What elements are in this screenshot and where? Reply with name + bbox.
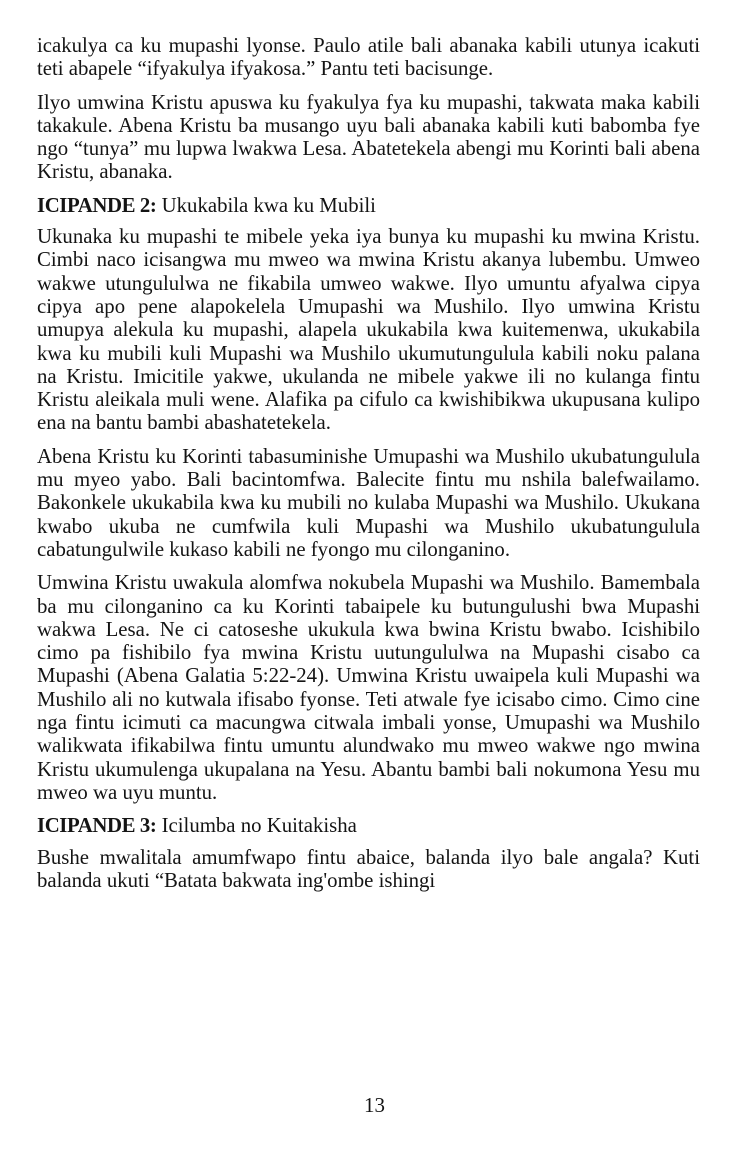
section-heading	[37, 814, 700, 837]
section-label: ICIPANDE 2:	[37, 193, 157, 217]
paragraph: Ilyo umwina Kristu apuswa ku fyakulya fya ku mupashi, takwata maka kabili takakule. Abena Kristu ba musango uyu bali abanaka kabili kuti babomba fye ngo “tunya” mu lupwa lwakwa Lesa. Abatetekela abengi mu Korinti bali abena Kristu, abanaka.	[37, 90, 700, 184]
section-heading	[37, 194, 700, 217]
section-title: Icilumba no Kuitakisha	[161, 814, 357, 838]
paragraph: Umwina Kristu uwakula alomfwa nokubela Mupashi wa Mushilo. Bamembala ba mu cilonganino ca ku Korinti tabaipele ku butungulushi bwa Mupashi wakwa Lesa. Ne ci catoseshe ukukula kwa bwina Kristu bwabo. Icishibilo cimo pa fishibilo fya mwina Kristu uutungululwa na Mupashi cisabo ca Mupashi (Abena Galatia 5:22-24). Umwina Kristu uwaipela kuli Mupashi wa Mushilo ali no kutwala ifisabo fyonse. Teti atwale fye icisabo cimo. Cimo cine nga fintu icimuti ca macungwa citwala imbali yonse, Umupashi wa Mushilo walikwata ifikabilwa fintu umuntu alundwako mu mweo wakwe ngo mwina Kristu ukumulenga ukupalana na Yesu. Abantu bambi bali nokumona Yesu mu mweo wa uyu muntu.	[37, 571, 700, 804]
section-label: ICIPANDE 3:	[37, 814, 157, 838]
paragraph: Ukunaka ku mupashi te mibele yeka iya bunya ku mupashi ku mwina Kristu. Cimbi naco icisangwa mu mweo wa mwina Kristu akanya lubembu. Umweo wakwe utungululwa ne fikabila umweo wakwe. Ilyo umuntu afyalwa cipya cipya apo pene alapokelela Umupashi wa Mushilo. Ilyo umwina Kristu umupya alekula ku mupashi, alapela ukukabila kwa kuitemenwa, ukukabila kwa ku mubili kuli Mupashi wa Mushilo ukumutungulula kabili noku palana na Kristu. Imicitile yakwe, ukulanda ne mibele yakwe ili no kulanga fintu Kristu aleikala muli wene. Alafika pa cifulo ca kwishibikwa ukupusana kulipo ena na bantu bambi abashatetekela.	[37, 225, 700, 435]
paragraph: icakulya ca ku mupashi lyonse. Paulo atile bali abanaka kabili utunya icakuti teti abapele “ifyakulya ifyakosa.” Pantu teti bacisunge.	[37, 34, 700, 81]
paragraph: Bushe mwalitala amumfwapo fintu abaice, balanda ilyo bale angala? Kuti balanda ukuti “Batata bakwata ing'ombe ishingi	[37, 845, 700, 892]
paragraph: Abena Kristu ku Korinti tabasuminishe Umupashi wa Mushilo ukubatungulula mu myeo yabo. Bali bacintomfwa. Balecite fintu mu nshila balefwailamo. Bakonkele ukukabila kwa ku mubili no kulaba Mupashi wa Mushilo. Ukukana kwabo ukuba ne cumfwila kuli Mupashi wa Mushilo ukubatungulula cabatungulwile kukaso kabili ne fyongo mu cilonganino.	[37, 444, 700, 561]
page-body	[37, 34, 700, 902]
section-title: Ukukabila kwa ku Mubili	[161, 193, 376, 217]
page-number: 13	[364, 1093, 385, 1117]
